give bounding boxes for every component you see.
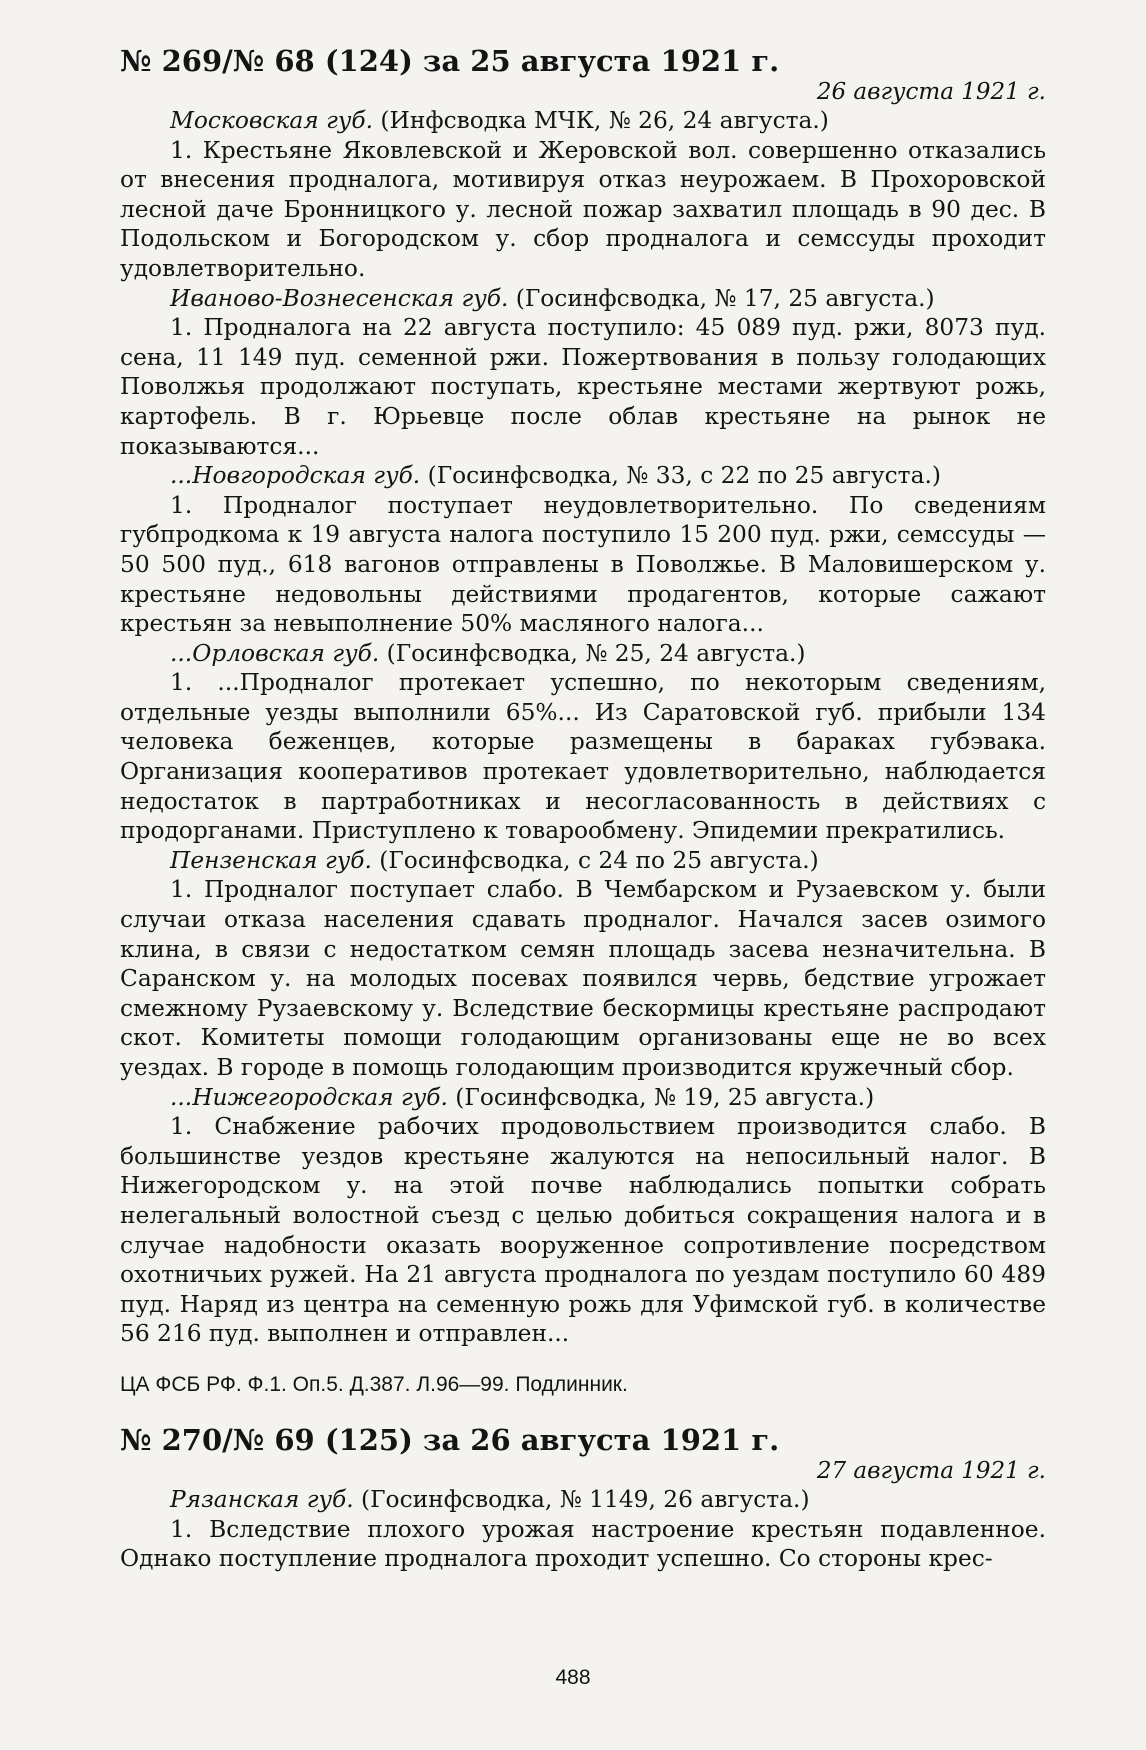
region-entry-text: 1. Снабжение рабочих продовольствием производится слабо. В большинстве уездов крестьяне жалуются на непосильный налог. В Нижегородском у. на этой почве наблюдались попытки собрать нелегальный волостной съезд с целью добиться сокращения налога и в случае надобности оказать вооруженное сопротивление посредством охотничьих ружей. На 21 августа продналога по уездам поступило 60 489 пуд. Наряд из центра на семенную рожь для Уфимской губ. в количестве 56 216 пуд. выполнен и отправлен... [120,1113,1046,1348]
region-entry-text: 1. Продналог поступает неудовлетворительно. По сведениям губпродкома к 19 августа налога поступило 15 200 пуд. ржи, семссуды — 50 500 пуд., 618 вагонов отправлены в Поволжье. В Маловишерском у. крестьяне недовольны действиями продагентов, которые сажают крестьян за невыполнение 50% масляного налога... [120,491,1046,638]
region-entry-text: 1. Продналога на 22 августа поступило: 45 089 пуд. ржи, 8073 пуд. сена, 11 149 пуд. семенной ржи. Пожертвования в пользу голодающих Поволжья продолжают поступать, крестьяне местами жертвуют рожь, картофель. В г. Юрьевце после облав крестьяне на рынок не показываются... [120,314,1046,460]
region-entry-header [120,1083,1046,1113]
region-name: Рязанская губ. [170,1485,354,1513]
region-entry-header [120,284,1046,314]
region-source: (Госинфсводка, № 25, 24 августа.) [379,639,806,667]
region-entry-text: 1. ...Продналог протекает успешно, по некоторым сведениям, отдельные уезды выполнили 65%... Из Саратовской губ. прибыли 134 человека беженцев, которые размещены в бараках губэвака. Организация кооперативов протекает удовлетворительно, наблюдается недостаток в партработниках и несогласованность в действиях с продорганами. Приступлено к товарообмену. Эпидемии прекратились. [120,669,1046,845]
region-source: (Госинфсводка, № 33, с 22 по 25 августа.) [420,462,941,490]
region-name: Московская губ. [170,107,374,134]
region-source: (Госинфсводка, с 24 по 25 августа.) [371,846,819,874]
region-name: ...Орловская губ. [170,639,380,667]
region-name: Пензенская губ. [170,846,372,874]
region-entry-header [120,639,1046,669]
document-heading-270: № 270/№ 69 (125) за 26 августа 1921 г. [120,1422,780,1457]
region-entry-text: 1. Крестьяне Яковлевской и Жеровской вол. совершенно отказались от внесения продналога, мотивируя отказ неурожаем. В Прохоровской лесной даче Бронницкого у. лесной пожар захватил площадь в 90 дес. В Подольском и Богородском у. сбор продналога и семссуды проходит удовлетворительно. [120,136,1046,282]
region-source: (Госинфсводка, № 19, 25 августа.) [447,1083,875,1111]
region-entry-header [120,846,1046,876]
region-source: (Госинфсводка, № 1149, 26 августа.) [353,1485,810,1513]
document-heading-269: № 269/№ 68 (124) за 25 августа 1921 г. [120,44,780,78]
region-source: (Госинфсводка, № 17, 25 августа.) [508,284,935,312]
region-name: ...Нижегородская губ. [170,1083,448,1111]
document-date: 27 августа 1921 г. [816,1457,1046,1484]
region-name: Иваново-Вознесенская губ. [170,284,509,312]
document-date: 26 августа 1921 г. [816,79,1046,105]
region-entry-text: 1. Продналог поступает слабо. В Чембарском и Рузаевском у. были случаи отказа населения сдавать продналог. Начался засев озимого клина, в связи с недостатком семян площадь засева незначительна. В Саранском у. на молодых посевах появился червь, бедствие угрожает смежному Рузаевскому у. Вследствие бескормицы крестьяне распродают скот. Комитеты помощи голодающим организованы еще не во всех уездах. В городе в помощь голодающим производится кружечный сбор. [120,876,1046,1081]
region-entry-header [120,106,1046,136]
region-entry-header [120,461,1046,491]
region-entry-header [120,1485,1046,1515]
page-number: 488 [555,1666,591,1689]
region-name: ...Новгородская губ. [170,462,421,490]
archive-source: ЦА ФСБ РФ. Ф.1. Оп.5. Д.387. Л.96—99. Подлинник. [120,1372,628,1396]
region-entry-text: 1. Вследствие плохого урожая настроение крестьян подавленное. Однако поступление продналога проходит успешно. Со стороны крес- [120,1515,1046,1573]
region-source: (Инфсводка МЧК, № 26, 24 августа.) [373,107,829,134]
